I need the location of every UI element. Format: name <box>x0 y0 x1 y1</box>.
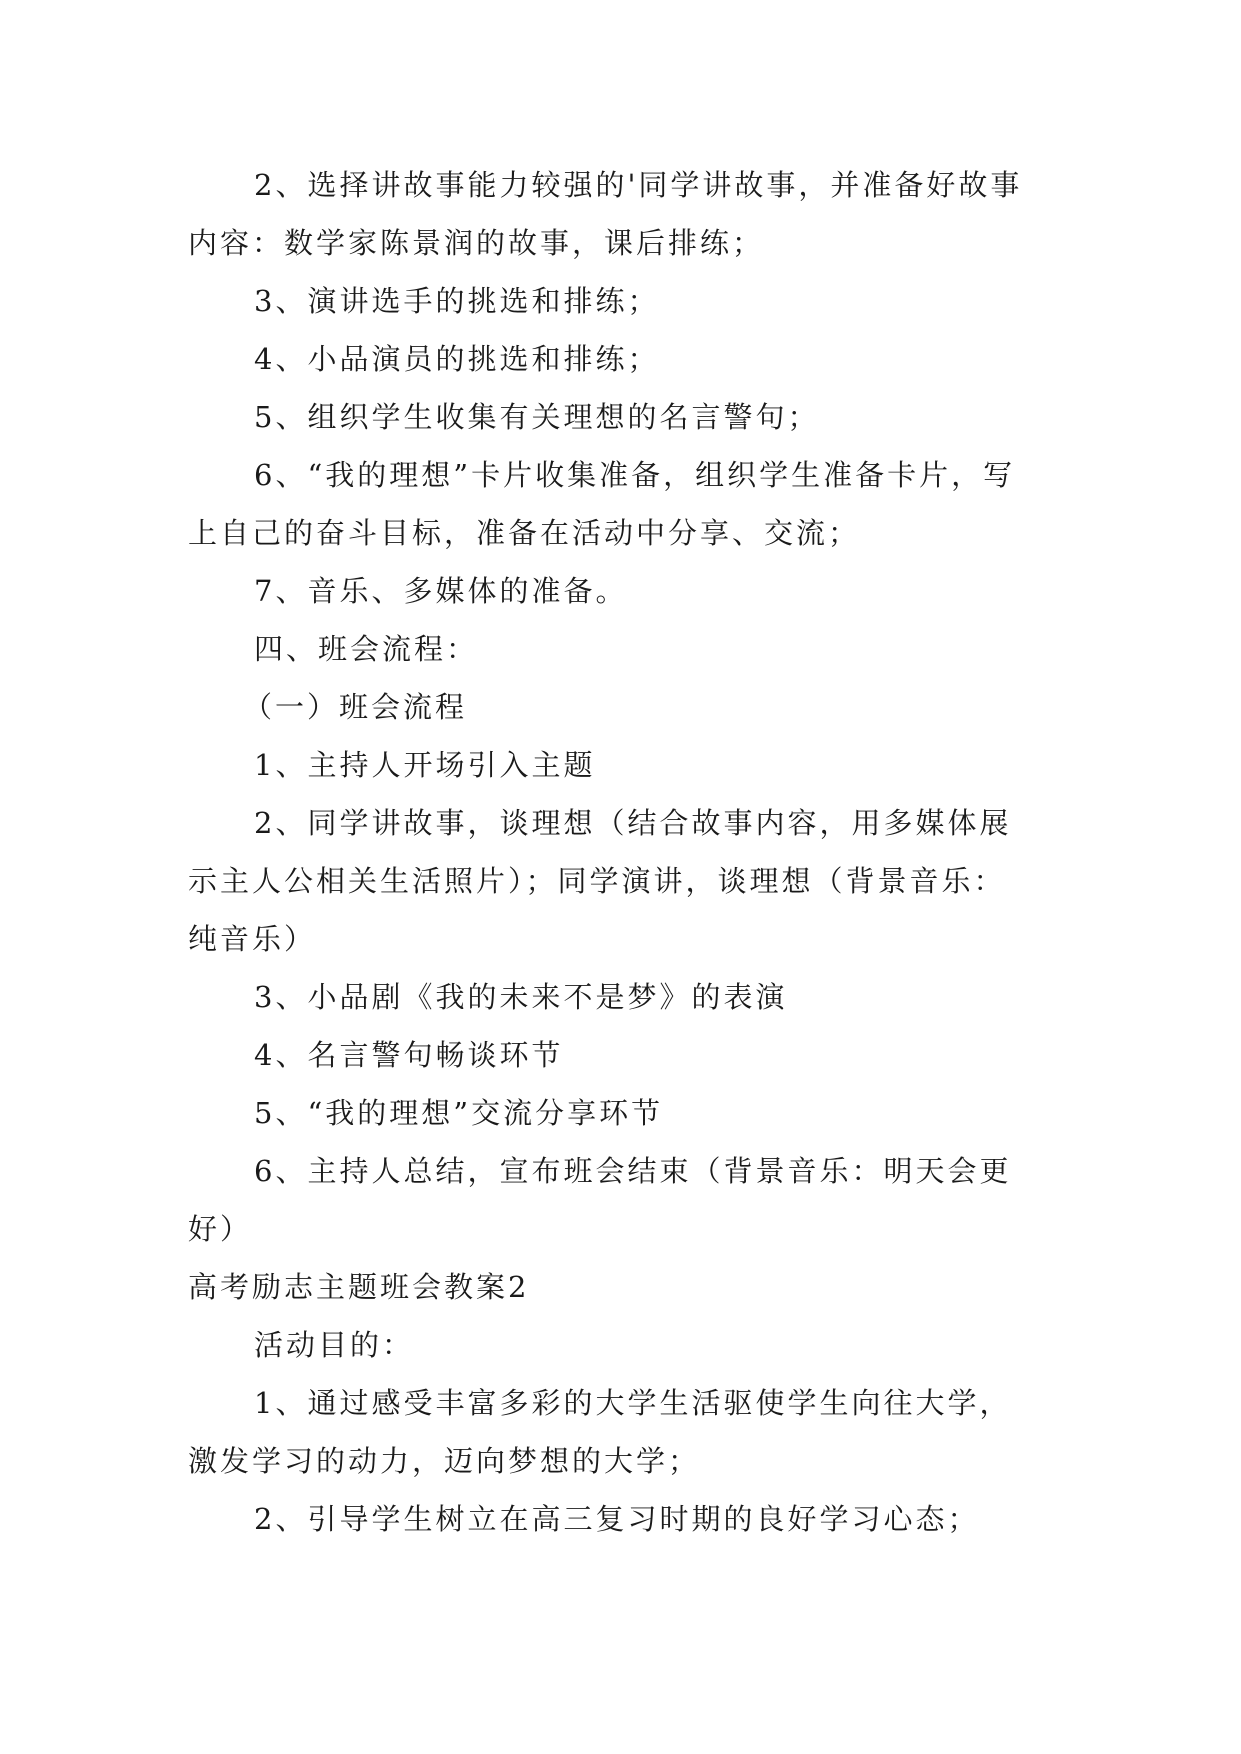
process-item-2-line-3: 纯音乐） <box>188 922 317 956</box>
process-item-6-line-1: 6、主持人总结，宣布班会结束（背景音乐：明天会更 <box>254 1154 1012 1188</box>
purpose-item-1-line-1: 1、通过感受丰富多彩的大学生活驱使学生向往大学， <box>254 1386 1012 1420</box>
list-item-2-line-1: 2、选择讲故事能力较强的'同学讲故事，并准备好故事 <box>254 168 1023 202</box>
process-item-1: 1、主持人开场引入主题 <box>254 748 596 782</box>
process-item-2-line-1: 2、同学讲故事，谈理想（结合故事内容，用多媒体展 <box>254 806 1012 840</box>
list-item-3: 3、演讲选手的挑选和排练； <box>254 284 660 318</box>
purpose-item-2: 2、引导学生树立在高三复习时期的良好学习心态； <box>254 1502 980 1536</box>
process-item-3: 3、小品剧《我的未来不是梦》的表演 <box>254 980 788 1014</box>
process-item-4: 4、名言警句畅谈环节 <box>254 1038 564 1072</box>
list-item-6-line-1: 6、“我的理想”卡片收集准备，组织学生准备卡片，写 <box>254 458 1016 492</box>
subsection-heading: （一）班会流程 <box>243 690 468 724</box>
list-item-7: 7、音乐、多媒体的准备。 <box>254 574 628 608</box>
process-item-2-line-2: 示主人公相关生活照片）；同学演讲，谈理想（背景音乐： <box>188 864 1006 898</box>
list-item-5: 5、组织学生收集有关理想的名言警句； <box>254 400 820 434</box>
list-item-4: 4、小品演员的挑选和排练； <box>254 342 660 376</box>
purpose-item-1-line-2: 激发学习的动力，迈向梦想的大学； <box>188 1444 701 1478</box>
section-heading-purpose: 活动目的： <box>254 1328 415 1362</box>
process-item-6-line-2: 好） <box>188 1212 253 1246</box>
section-heading-process: 四、班会流程： <box>254 632 479 666</box>
document-title-2: 高考励志主题班会教案2 <box>188 1270 530 1304</box>
process-item-5: 5、“我的理想”交流分享环节 <box>254 1096 664 1130</box>
document-body <box>188 156 1068 1548</box>
list-item-2-line-2: 内容：数学家陈景润的故事，课后排练； <box>188 226 765 260</box>
list-item-6-line-2: 上自己的奋斗目标，准备在活动中分享、交流； <box>188 516 861 550</box>
